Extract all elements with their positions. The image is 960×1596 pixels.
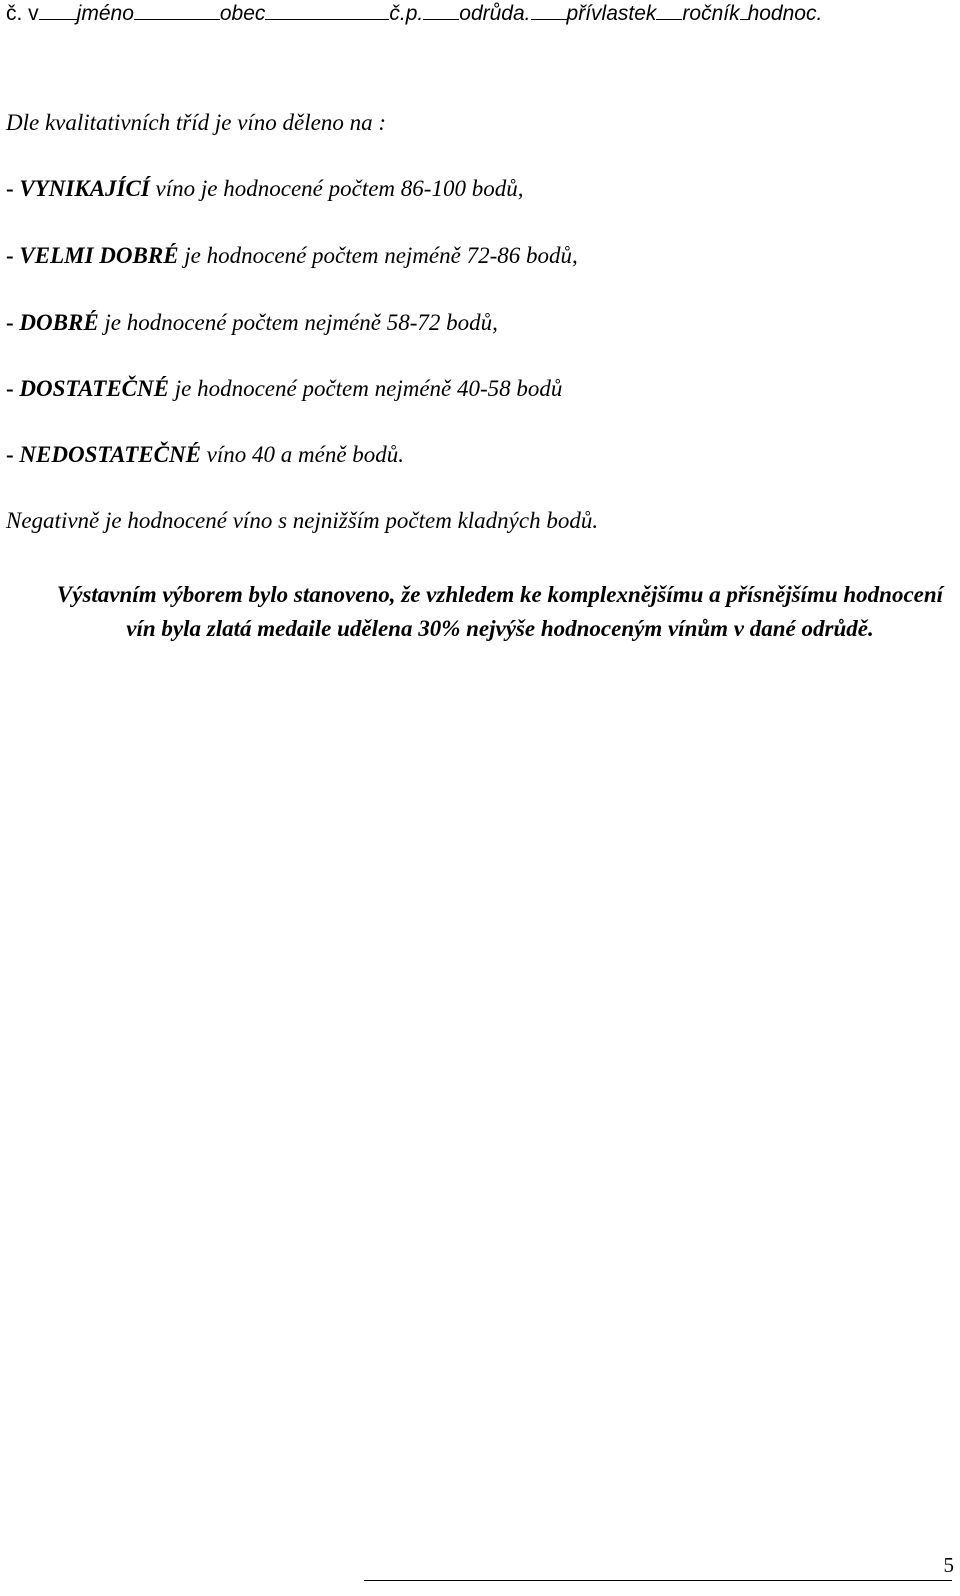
quality-class-line bbox=[6, 374, 562, 404]
class-description: víno je hodnocené počtem 86-100 bodů, bbox=[149, 176, 524, 201]
header-blank bbox=[265, 1, 389, 20]
class-dash: - bbox=[6, 376, 20, 401]
class-name: VYNIKAJÍCÍ bbox=[19, 176, 150, 201]
class-description: je hodnocené počtem nejméně 72-86 bodů, bbox=[178, 243, 578, 268]
quality-class-line bbox=[6, 440, 404, 470]
header-blank bbox=[423, 1, 459, 20]
class-dash: - bbox=[6, 442, 20, 467]
committee-statement: Výstavním výborem bylo stanoveno, že vzhledem ke komplexnějšímu a přísnějšímu hodnocení vín byla zlatá medaile udělena 30% nejvýše hodnoceným vínům v dané odrůdě. bbox=[56, 582, 944, 641]
header-hodnoc: hodnoc. bbox=[747, 2, 823, 25]
intro-text: Dle kvalitativních tříd je víno děleno na : bbox=[6, 110, 387, 135]
class-name: DOBRÉ bbox=[19, 310, 99, 335]
column-header-row bbox=[6, 0, 822, 28]
class-description: je hodnocené počtem nejméně 40-58 bodů bbox=[168, 376, 563, 401]
quality-class-line bbox=[6, 308, 498, 338]
class-name: NEDOSTATEČNÉ bbox=[19, 442, 201, 467]
class-description: je hodnocené počtem nejméně 58-72 bodů, bbox=[98, 310, 498, 335]
header-rocnik: ročník bbox=[682, 2, 740, 25]
class-dash: - bbox=[6, 176, 20, 201]
class-description: víno 40 a méně bodů. bbox=[200, 442, 405, 467]
header-cislo: č. v bbox=[6, 2, 39, 25]
footer-rule bbox=[364, 1580, 952, 1581]
header-blank bbox=[39, 1, 77, 20]
quality-class-line bbox=[6, 174, 523, 204]
header-privlastek: přívlastek bbox=[566, 2, 657, 25]
quality-class-line bbox=[6, 241, 578, 271]
header-blank bbox=[134, 1, 220, 20]
header-odruda: odrůda. bbox=[459, 2, 531, 25]
class-dash: - bbox=[6, 310, 20, 335]
class-dash: - bbox=[6, 243, 20, 268]
header-obec: obec bbox=[219, 2, 266, 25]
header-blank bbox=[740, 1, 748, 20]
class-name: VELMI DOBRÉ bbox=[19, 243, 179, 268]
negative-note: Negativně je hodnocené víno s nejnižším počtem kladných bodů. bbox=[6, 508, 599, 533]
header-blank bbox=[656, 1, 682, 20]
header-jmeno: jméno bbox=[76, 2, 134, 25]
header-blank bbox=[531, 1, 567, 20]
header-cp: č.p. bbox=[389, 2, 424, 25]
page-number: 5 bbox=[943, 1553, 954, 1577]
class-name: DOSTATEČNÉ bbox=[19, 376, 169, 401]
